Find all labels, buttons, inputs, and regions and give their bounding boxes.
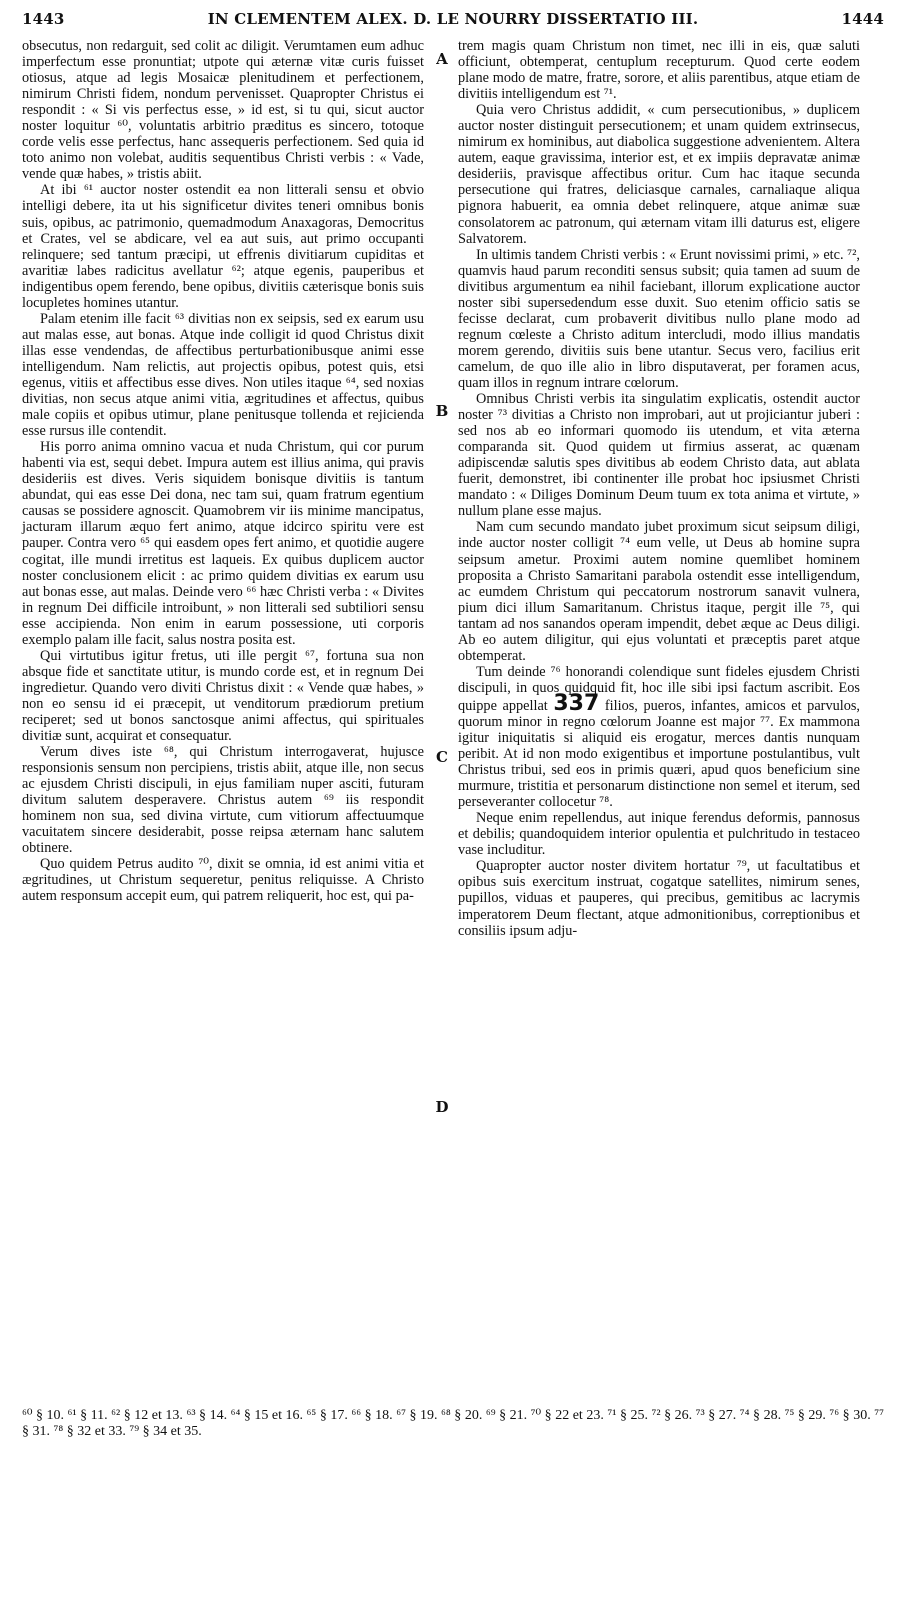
right-paragraph — [458, 102, 860, 246]
left-paragraph — [22, 38, 424, 182]
paragraph-text-continued: filios, pueros, infantes, amicos et parvulos, quorum minor in regno cœlorum Joanne est major ⁷⁷. Ex mammona igitur iniquitatis si aliquid eis erogatur, merces dantis nunquam peribit. At id non modo exigentibus et importune postulantibus, vult Christus tribui, sed eos in primis quæri, apud quos beneficium sine murmure, tristitia et personarum distinctione non semel et iterum, sed perseveranter collocetur ⁷⁸. — [458, 697, 860, 811]
left-paragraph — [22, 182, 424, 310]
page-number-right: 1444 — [841, 10, 884, 28]
paragraph-text: obsecutus, non redarguit, sed colit ac diligit. Verumtamen eum adhuc imperfectum esse pronuntiat; utpote qui æternæ vitæ curis fuisset otiosus, atque ad legis Mosaicæ plenitudinem et perfectionem, nimirum Christi fidem, nondum pervenisset. Quapropter Christus ei respondit : « Si vis perfectus esse, » id est, si tu qui, sicut auctor noster loquitur ⁶⁰, voluntatis arbitrio præditus es sincero, totoque corde velis esse perfectus, hanc assequeris perfectionem. Sed quia id toto animo non volebat, auditis sequentibus Christi verbis : « Vade, vende quæ habes, » tristis abiit. — [22, 38, 424, 183]
right-paragraph — [458, 519, 860, 663]
paragraph-text: Omnibus Christi verbis ita singulatim explicatis, ostendit auctor noster ⁷³ divitias a Christo non improbari, aut ut projiciantur juberi : sed nos ab eo informari quomodo iis utendum, et vita æterna comparanda sit. Quod quidem ut firmius asserat, ac quænam adipiscendæ salutis spes divitibus ab eodem Christo data, aut ablata fuerit, demonstret, ibi continenter ille probat hoc ipsiusmet Christi mandato : « Diliges Dominum Deum tuum ex tota anima et virtute, » nullum plane esse majus. — [458, 391, 860, 520]
paragraph-text: In ultimis tandem Christi verbis : « Erunt novissimi primi, » etc. ⁷², quamvis haud parum reconditi sensus subsit; quia tamen ad suum de divitibus argumentum ea nihil faciebant, illorum explicatione auctor noster sibi supersedendum esse duxit. Suo etenim officio satis se fecisse declarat, cum probaverit divitibus nullo plane modo ad regnum cœleste a Christo aditum intercludi, modo illius mandatis morem gerendo, divitiis suis bene utantur. Secus vero, facilius erit camelum, de quo ille alio in libro disputaverat, per foramen acus, quam illos in regnum intrare cœlorum. — [458, 246, 860, 391]
paragraph-text: Nam cum secundo mandato jubet proximum sicut seipsum diligi, inde auctor noster colligit ⁷⁴ eum velle, ut Deus ab homine supra seipsum ametur. Proximi autem nomine quemlibet hominem proposita a Christo Samaritani parabola ostendit esse intelligendum, ac eumdem Christum qui peccatorum nostrorum sanavit vulnera, pium dici illum Samaritanum. Christus itaque, pergit ille ⁷⁵, qui tantam ad nos sanandos operam impendit, debet æque ac Deus diligi. Ab eo autem diligitur, qui ejus voluntati et præceptis paret atque obtemperat. — [458, 519, 860, 664]
footnotes: ⁶⁰ § 10. ⁶¹ § 11. ⁶² § 12 et 13. ⁶³ § 14. ⁶⁴ § 15 et 16. ⁶⁵ § 17. ⁶⁶ § 18. ⁶⁷ § 19. ⁶⁸ § 20. ⁶⁹ § 21. ⁷⁰ § 22 et 23. ⁷¹ § 25. ⁷² § 26. ⁷³ § 27. ⁷⁴ § 28. ⁷⁵ § 29. ⁷⁶ § 30. ⁷⁷ § 31. ⁷⁸ § 32 et 33. ⁷⁹ § 34 et 35. — [22, 1408, 884, 1439]
paragraph-text: Quo quidem Petrus audito ⁷⁰, dixit se omnia, id est animi vitia et ægritudines, ut Christum sequeretur, penitus reliquisse. A Christo autem responsum accepit eum, qui patrem reliquerit, hoc est, qui pa- — [22, 856, 424, 905]
right-paragraph — [458, 391, 860, 519]
paragraph-text: Tum deinde ⁷⁶ honorandi colendique sunt fideles ejusdem Christi discipuli, in quos quidquid fit, hoc ille sibi ipsi factum ascribit. Eos quippe appellat — [458, 663, 860, 714]
paragraph-text: Quapropter auctor noster divitem hortatur ⁷⁹, ut facultatibus et opibus suis exercitum instruat, cogatque satellites, nimirum senes, pupillos, viduas et pauperes, qui precibus, gemitibus ac lacrymis imperatorem Deum flectant, atque admonitionibus, correptionibus et consiliis ipsum adju- — [458, 858, 860, 939]
left-column — [22, 38, 424, 905]
paragraph-text: At ibi ⁶¹ auctor noster ostendit ea non litterali sensu et obvio intelligi debere, ita ut his significetur divites teneri omnibus bonis suis, opibus, ac patrimonio, quemadmodum Anaxagoras, Democritus et Crates, vel se abdicare, vel ea aut suis, aut primo occupanti relinquere; sed tantum præcipi, ut effrenis divitiarum cupiditas et avaritiæ labes radicitus avellatur ⁶²; atque egenis, pauperibus et indigentibus opem ferendo, bene opibus, divitiis cæterisque bonis suis locupletes homines utantur. — [22, 182, 424, 311]
right-column — [458, 38, 860, 939]
paragraph-text: Verum dives iste ⁶⁸, qui Christum interrogaverat, hujusce responsionis sensum non percipiens, tristis abiit, atque ille, non secus ac ejusdem Christi discipuli, in ejus familiam nuper asciti, futuram divitum salutem desperavere. Christus autem ⁶⁹ iis respondit hominem non sua, sed divina virtute, cum vitiorum affectuumque vacuitatem sincere desiderabit, posse reipsa æternam hanc salutem obtinere. — [22, 744, 424, 857]
paragraph-text: Qui virtutibus igitur fretus, uti ille pergit ⁶⁷, fortuna sua non absque fide et sanctitate utitur, is mundo corde est, et in regnum Dei ingredietur. Quando vero diviti Christus dixit : « Vende quæ habes, » non eo sensu id ei præcepit, ut venditorum prædiorum pretium reciperet; sed ut bonos sanctosque animi affectus, qui spirituales divitiæ sunt, acquirat et consequatur. — [22, 647, 424, 745]
right-paragraph — [458, 858, 860, 938]
page-header — [22, 4, 884, 34]
page-number-left: 1443 — [22, 10, 65, 28]
paragraph-text: trem magis quam Christum non timet, nec illi in eis, quæ saluti officiunt, obtemperat, centuplum recepturum. Quod certe eodem plane modo de matre, fratre, sorore, et aliis parentibus, atque etiam de divitiis intelligendum est ⁷¹. — [458, 38, 860, 103]
paragraph-text: His porro anima omnino vacua et nuda Christum, qui cor purum habenti via est, sequi debet. Impura autem est illius anima, qui pravis desideriis est dives. Veris siquidem bonisque divitiis is tantum abundat, qui eas esse Dei dona, nec tam sui, quam fratrum egentium causas se possidere agnoscit. Quamobrem vir iis minime mancipatus, jacturam illarum æquo fert animo, atque idcirco spiritu vere est pauper. Contra vero ⁶⁵ qui easdem opes fert animo, et quotidie augere cogitat, ille mundi irretitus est laqueis. Ex quibus duplicem auctor noster conclusionem elicit : ac primo quidem divitias ex earum usu aut bonas esse, aut malas. Deinde vero ⁶⁶ hæc Christi verba : « Divites in regnum Dei difficile introibunt, » non litterali sed subtiliori sensu esse accipienda. Non enim in earum possessione, uti corporis exemplo palam ille facit, salus nostra posita est. — [22, 439, 424, 648]
left-paragraph — [22, 744, 424, 856]
margin-letter-d: D — [435, 1098, 449, 1116]
left-paragraph — [22, 856, 424, 904]
right-paragraph — [458, 38, 860, 102]
margin-letter-a: A — [436, 50, 448, 68]
paragraph-text: Quia vero Christus addidit, « cum persecutionibus, » duplicem auctor noster distinguit persecutionem; et unam quidem extrinsecus, nimirum ex hominibus, aut diabolica suggestione advenientem. Altera autem, eaque gravissima, interior est, et ex impiis depravatæ animæ desideriis, pravisque affectibus oritur. Cum hac itaque secunda persecutione qui fratres, deliciasque carnales, carnaliaque aliqua pignora habuerit, ea omnia debet relinquere, atque animæ suæ consolatorem ac patronum, qui æternam vitam illi daturus est, eligere Salvatorem. — [458, 102, 860, 247]
margin-letter-b: B — [435, 402, 449, 420]
right-paragraph — [458, 810, 860, 858]
right-paragraph — [458, 664, 860, 810]
original-page-number: 337 — [553, 690, 600, 716]
paragraph-text: Neque enim repellendus, aut inique ferendus deformis, pannosus et debilis; quandoquidem interior opulentia et pulchritudo in testaceo vase includitur. — [458, 810, 860, 859]
left-paragraph — [22, 311, 424, 439]
left-paragraph — [22, 439, 424, 648]
margin-letter-c: C — [436, 748, 448, 766]
right-paragraph — [458, 247, 860, 391]
running-title: IN CLEMENTEM ALEX. D. LE NOURRY DISSERTATIO III. — [207, 10, 699, 28]
left-paragraph — [22, 648, 424, 744]
paragraph-text: Palam etenim ille facit ⁶³ divitias non ex seipsis, sed ex earum usu aut malas esse, aut bonas. Atque inde colligit id quod Christus dixit illas esse vendendas, de affectibus perturbationibusque animi esse intelligendum. Nam relictis, aut projectis opibus, potest quis, etsi egenus, vitiis et affectibus esse dives. Non utiles itaque ⁶⁴, sed noxias divitias, non secus atque animi vitia, ægritudines et affectus, quibus male copiis et opibus utimur, plane penitusque tollenda et rejicienda esse rursus ille contendit. — [22, 310, 424, 440]
